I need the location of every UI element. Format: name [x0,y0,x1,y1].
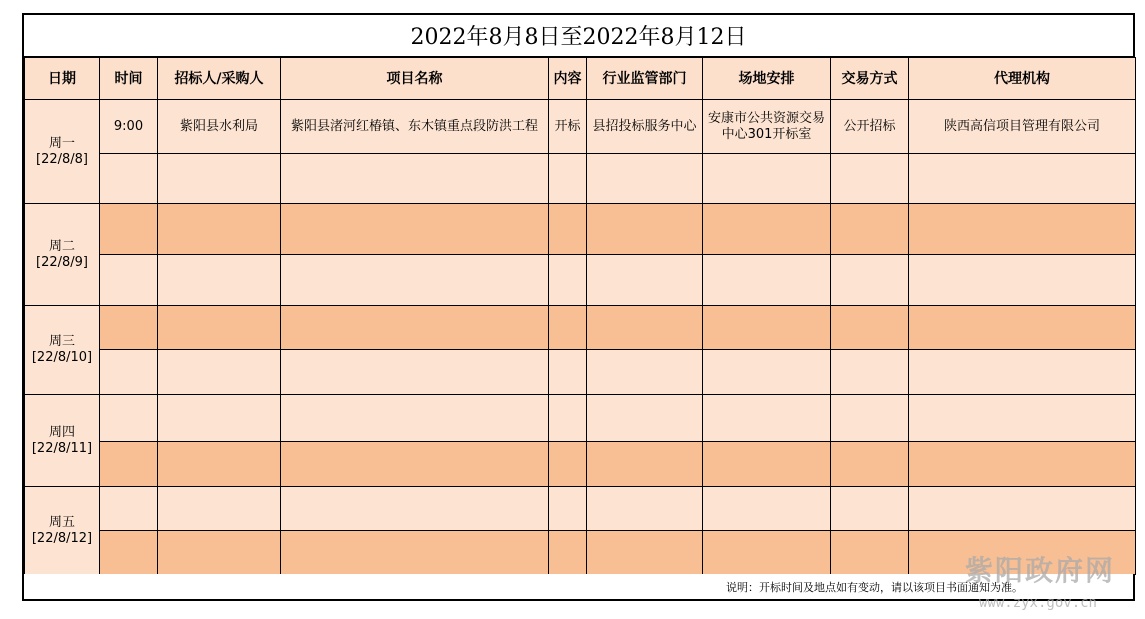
schedule-table [24,57,1136,575]
table-row [25,100,1136,154]
entry-project: 紫阳县渚河红椿镇、东木镇重点段防洪工程 [281,100,549,154]
schedule-sheet [22,13,1135,601]
watermark-url: www.zyx.gov.cn [978,595,1097,611]
header-method: 交易方式 [831,58,909,100]
header-tenderer: 招标人/采购人 [158,58,281,100]
footnote: 说明：开标时间及地点如有变动，请以该项目书面通知为准。 [24,574,1133,599]
entry-method: 公开招标 [831,100,909,154]
watermark-logo: 紫阳政府网 [964,554,1115,587]
table-row [25,487,1136,531]
table-row [25,255,1136,306]
header-supervisor: 行业监管部门 [587,58,703,100]
entry-venue: 安康市公共资源交易中心301开标室 [703,100,831,154]
header-project: 项目名称 [281,58,549,100]
entry-supervisor: 县招投标服务中心 [587,100,703,154]
table-row [25,204,1136,255]
schedule-title: 2022年8月8日至2022年8月12日 [24,15,1133,57]
entry-agency: 陕西高信项目管理有限公司 [909,100,1136,154]
header-content: 内容 [549,58,587,100]
table-row [25,395,1136,442]
entry-content: 开标 [549,100,587,154]
entry-time: 9:00 [100,100,158,154]
table-row [25,306,1136,350]
entry-tenderer: 紫阳县水利局 [158,100,281,154]
day-cell-wed: 周三 [22/8/10] [25,306,100,395]
table-row [25,442,1136,487]
day-cell-tue: 周二 [22/8/9] [25,204,100,306]
header-venue: 场地安排 [703,58,831,100]
table-row [25,154,1136,204]
table-row [25,350,1136,395]
day-cell-thu: 周四 [22/8/11] [25,395,100,487]
header-time: 时间 [100,58,158,100]
header-date: 日期 [25,58,100,100]
day-cell-fri: 周五 [22/8/12] [25,487,100,575]
header-agency: 代理机构 [909,58,1136,100]
header-row [25,58,1136,100]
day-cell-mon: 周一 [22/8/8] [25,100,100,204]
